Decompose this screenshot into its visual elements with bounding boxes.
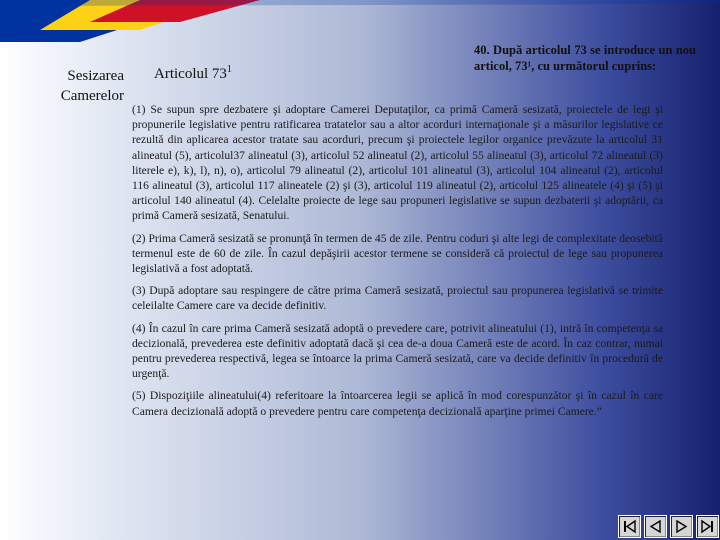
last-slide-icon bbox=[700, 519, 715, 534]
first-slide-icon bbox=[622, 519, 637, 534]
article-superscript: 1 bbox=[226, 64, 232, 75]
amendment-intro: 40. După articolul 73 se introduce un nou articol, 73¹, cu următorul cuprins: bbox=[474, 43, 696, 73]
paragraph-5: (5) Dispoziţiile alineatului(4) referitoare la întoarcerea legii se aplică în mod corespunzător şi în cazul în care Camera decizională adoptă o prevedere pentru care competenţa decizională aparţine primei Camere.” bbox=[132, 389, 663, 418]
last-slide-button[interactable] bbox=[696, 515, 719, 538]
section-title-line2: Camerelor bbox=[60, 88, 124, 104]
next-slide-icon bbox=[674, 519, 689, 534]
article-heading bbox=[154, 64, 232, 83]
previous-slide-icon bbox=[648, 519, 663, 534]
previous-slide-button[interactable] bbox=[644, 515, 667, 538]
slide-navigation bbox=[618, 515, 719, 537]
section-title bbox=[40, 66, 124, 106]
paragraph-4: (4) În cazul în care prima Cameră sesizată adoptă o prevedere care, potrivit alineatului (1), intră în competenţa sa decizională, prevederea este definitiv adoptată dacă şi cea de-a doua Cameră este de acord. În caz contrar, numai pentru prevederea respectivă, legea se întoarce la prima Cameră sesizată, care va decide definitiv în procedură de urgenţă. bbox=[132, 321, 663, 381]
paragraph-3: (3) După adoptare sau respingere de către prima Cameră sesizată, proiectul sau propunerea legislativă se trimite celeilalte Camere care va decide definitiv. bbox=[132, 284, 663, 313]
article-body bbox=[132, 102, 663, 426]
first-slide-button[interactable] bbox=[618, 515, 641, 538]
paragraph-1: (1) Se supun spre dezbatere şi adoptare Camerei Deputaţilor, ca primă Cameră sesizată, proiectele de legi şi propunerile legislative pentru ratificarea tratatelor sau a altor acorduri internaţionale şi a măsurilor legislative ce rezultă din aplicarea acestor tratate sau acorduri, precum şi proiectele legilor organice prevăzute la articolul 31 alineatul (5), articolul37 alineatul (3), articolul 52 alineatul (2), articolul 55 alineatul (3), articolul 72 alineatul (3) literele e), k), l), n), o), articolul 79 alineatul (2), articolul 101 alineatul (3), articolul 104 alineatul (2), articolul 116 alineatul (3), articolul 117 alineatele (2) şi (3), articolul 119 alineatul (2), articolul 125 alineatele (4) şi (5) şi articolul 140 alineatul (4). Celelalte proiecte de lege sau propuneri legislative se supun dezbaterii şi adoptării, ca primă Cameră sesizată, Senatului. bbox=[132, 103, 663, 223]
article-label: Articolul 73 bbox=[154, 66, 227, 82]
paragraph-2: (2) Prima Cameră sesizată se pronunţă în termen de 45 de zile. Pentru coduri şi alte legi de complexitate deosebită termenul este de 60 de zile. În cazul depăşirii acestor termene se consideră că proiectul de lege sau propunerea legislativă a fost adoptată. bbox=[132, 231, 663, 276]
next-slide-button[interactable] bbox=[670, 515, 693, 538]
section-title-line1: Sesizarea bbox=[67, 68, 124, 84]
